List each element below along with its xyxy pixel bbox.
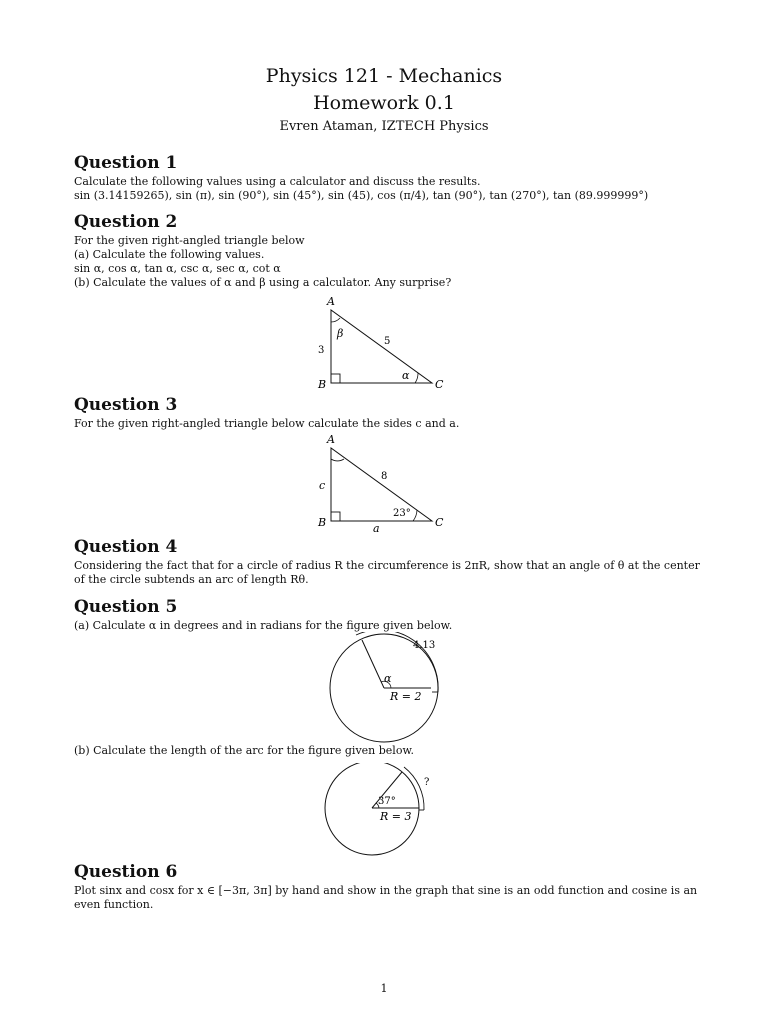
question-5-part-b-text: (b) Calculate the length of the arc for the figure given below. bbox=[74, 744, 415, 757]
side-bc-label: a bbox=[373, 522, 380, 535]
question-2-line-2: (a) Calculate the following values. bbox=[74, 248, 265, 261]
question-4-body bbox=[74, 559, 700, 587]
angle-arc-a bbox=[331, 459, 344, 461]
question-3-heading: Question 3 bbox=[74, 395, 178, 415]
right-angle-marker bbox=[331, 512, 340, 521]
angle-arc-a bbox=[331, 318, 340, 322]
question-1-text: Calculate the following values using a calculator and discuss the results. bbox=[74, 175, 481, 188]
arc-length-label: ? bbox=[424, 777, 430, 788]
angle-label: 37° bbox=[378, 796, 396, 807]
question-4-heading: Question 4 bbox=[74, 537, 178, 557]
question-2-body bbox=[74, 234, 700, 290]
vertex-a-label: A bbox=[327, 433, 335, 446]
question-6-body bbox=[74, 884, 700, 912]
question-6-heading: Question 6 bbox=[74, 862, 178, 882]
angle-c-label: α bbox=[402, 369, 410, 382]
right-angle-marker bbox=[331, 374, 340, 383]
question-2-line-1: For the given right-angled triangle below bbox=[74, 234, 305, 247]
question-5-part-b bbox=[74, 744, 700, 758]
question-3-text: For the given right-angled triangle below calculate the sides c and a. bbox=[74, 417, 460, 430]
angle-arc-c bbox=[413, 510, 417, 521]
question-2-triangle-figure bbox=[300, 292, 460, 392]
angle-label: α bbox=[384, 672, 392, 685]
vertex-b-label: B bbox=[318, 378, 327, 391]
angle-arc-c bbox=[415, 373, 418, 383]
arc-length-marker bbox=[404, 767, 424, 810]
side-ab-label: c bbox=[319, 479, 326, 492]
page-number: 1 bbox=[380, 982, 388, 995]
triangle-shape bbox=[331, 310, 432, 383]
question-5-part-a bbox=[74, 619, 700, 633]
vertex-b-label: B bbox=[318, 516, 327, 529]
question-5-circle-figure-b bbox=[318, 763, 448, 861]
document-title: Physics 121 - Mechanics bbox=[265, 65, 503, 87]
question-4-text: Considering the fact that for a circle of radius R the circumference is 2πR, show that an angle of θ at the center of the circle subtends an arc of length Rθ. bbox=[74, 559, 700, 586]
question-3-body bbox=[74, 417, 700, 431]
angle-c-label: 23° bbox=[393, 508, 411, 519]
arc-length-label: 4.13 bbox=[413, 640, 436, 651]
document-subtitle: Homework 0.1 bbox=[313, 92, 455, 114]
side-ab-label: 3 bbox=[318, 345, 325, 356]
vertex-c-label: C bbox=[435, 516, 444, 529]
angle-a-label: β bbox=[337, 327, 344, 340]
question-1-heading: Question 1 bbox=[74, 153, 178, 173]
radius-line-2 bbox=[362, 640, 384, 688]
vertex-c-label: C bbox=[435, 378, 444, 391]
vertex-a-label: A bbox=[327, 295, 335, 308]
question-3-triangle-figure bbox=[300, 432, 460, 536]
question-6-text: Plot sinx and cosx for x ∈ [−3π, 3π] by hand and show in the graph that sine is an odd function and cosine is an even function. bbox=[74, 884, 698, 911]
question-2-heading: Question 2 bbox=[74, 212, 178, 232]
question-2-line-3: sin α, cos α, tan α, csc α, sec α, cot α bbox=[74, 262, 281, 275]
question-1-body bbox=[74, 175, 700, 203]
side-ac-label: 8 bbox=[381, 471, 388, 482]
question-5-part-a-text: (a) Calculate α in degrees and in radians for the figure given below. bbox=[74, 619, 453, 632]
radius-label: R = 2 bbox=[390, 690, 422, 703]
document-author: Evren Ataman, IZTECH Physics bbox=[279, 119, 489, 134]
question-2-line-4: (b) Calculate the values of α and β using a calculator. Any surprise? bbox=[74, 276, 452, 289]
circle-shape bbox=[325, 763, 419, 855]
question-1-values: sin (3.14159265), sin (π), sin (90°), sin (45°), sin (45), cos (π/4), tan (90°), tan (270°), tan (89.999999°) bbox=[74, 189, 649, 202]
question-5-circle-figure-a bbox=[320, 632, 450, 746]
radius-label: R = 3 bbox=[380, 810, 412, 823]
question-5-heading: Question 5 bbox=[74, 597, 178, 617]
side-ac-label: 5 bbox=[384, 336, 391, 347]
